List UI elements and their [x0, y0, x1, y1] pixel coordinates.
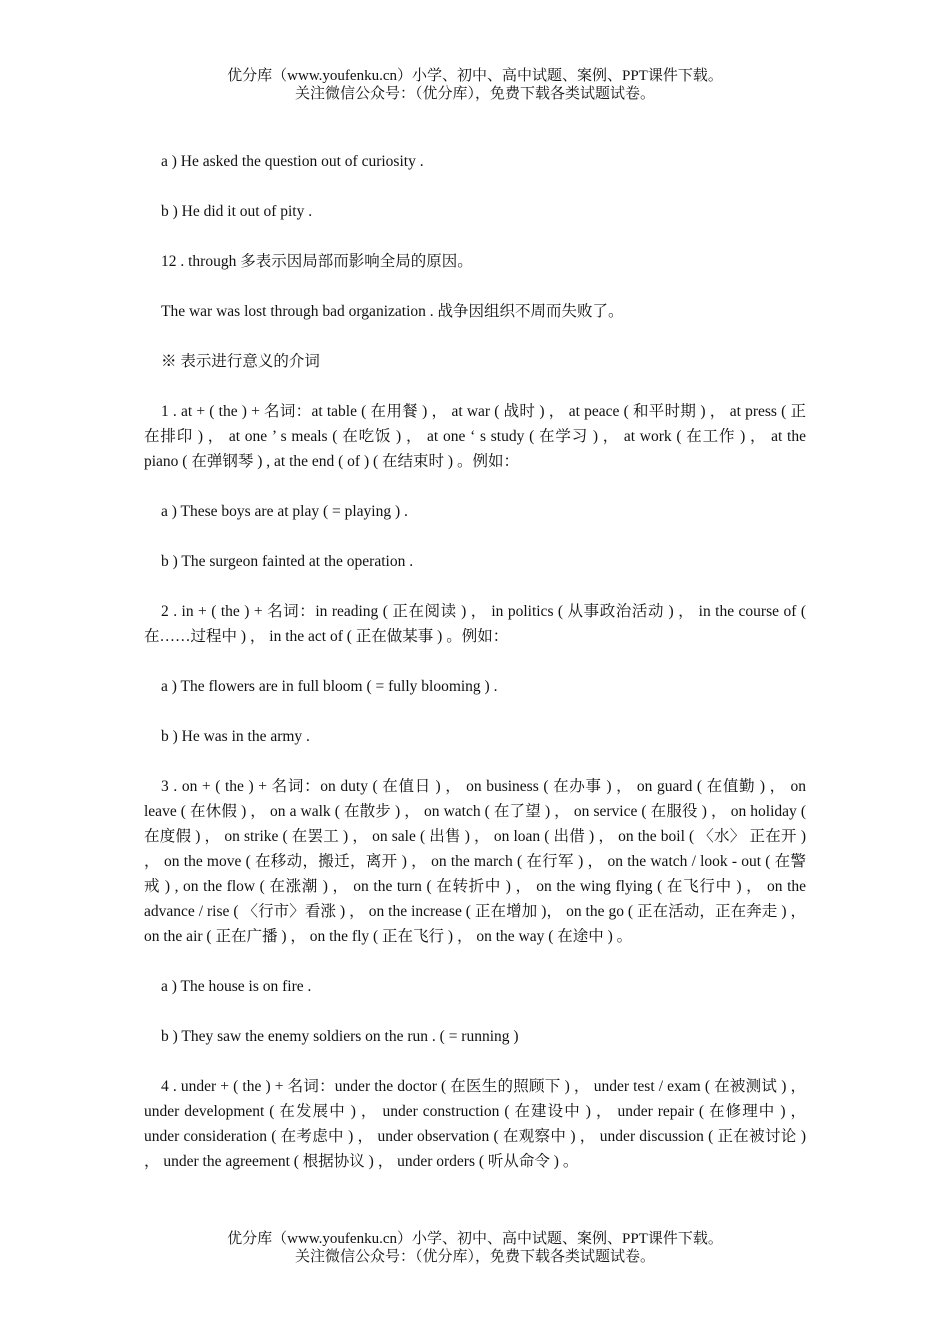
example-paragraph: a ) The house is on fire . — [161, 978, 312, 995]
footer-line-2: 关注微信公众号：（优分库），免费下载各类试题试卷。 — [294, 1249, 655, 1265]
rule-paragraph: 2 . in + ( the ) + 名词：in reading ( 正在阅读 ) ， in politics ( 从事政治活动 ) ， in the course of ( 在……过程中 ) ， in the act of ( 正在做某事 ) 。例如： — [144, 603, 806, 645]
example-paragraph: b ) The surgeon fainted at the operation . — [161, 553, 414, 570]
example-paragraph: a ) The flowers are in full bloom ( = fully blooming ) . — [161, 678, 498, 695]
example-paragraph: a ) He asked the question out of curiosity . — [161, 153, 424, 170]
footer-line-1: 优分库（www.youfenku.cn）小学、初中、高中试题、案例、PPT课件下载。 — [227, 1231, 723, 1247]
rule-paragraph: 3 . on + ( the ) + 名词：on duty ( 在值日 ) ， on business ( 在办事 ) ， on guard ( 在值勤 ) ， on leave ( 在休假 ) ， on a walk ( 在散步 ) ， on watch ( 在了望 ) ， on service ( 在服役 ) ， on holiday ( 在度假 ) ， on strike ( 在罢工 ) ， on sale ( 出售 ) ， on loan ( 出借 ) ， on the boil ( 〈水〉 正在开 ) ， on the move ( 在移动，搬迁，离开 ) ， on the march ( 在行军 ) ， on the watch / look - out ( 在警戒 ) , on the flow ( 在涨潮 ) ， on the turn ( 在转折中 ) ， on the wing flying ( 在飞行中 ) ， on the advance / rise ( 〈行市〉看涨 ) ， on the increase ( 正在增加 )， on the go ( 正在活动，正在奔走 ) ， on the air ( 正在广播 ) ， on the fly ( 正在飞行 ) ， on the way ( 在途中 ) 。 — [144, 778, 806, 945]
page-footer — [0, 1230, 950, 1266]
example-paragraph: b ) They saw the enemy soldiers on the run . ( = running ) — [161, 1028, 519, 1045]
example-paragraph: b ) He did it out of pity . — [161, 203, 313, 220]
header-line-1: 优分库（www.youfenku.cn）小学、初中、高中试题、案例、PPT课件下载。 — [227, 68, 723, 84]
section-heading: ※ 表示进行意义的介词 — [161, 353, 320, 370]
example-paragraph: The war was lost through bad organization . 战争因组织不周而失败了。 — [161, 303, 624, 320]
example-paragraph: b ) He was in the army . — [161, 728, 310, 745]
example-paragraph: a ) These boys are at play ( = playing ) . — [161, 503, 408, 520]
page-header — [0, 67, 950, 103]
rule-paragraph: 1 . at + ( the ) + 名词：at table ( 在用餐 ) ， at war ( 战时 ) ， at peace ( 和平时期 ) ， at press ( 正在排印 ) ， at one ’ s meals ( 在吃饭 ) ， at one ‘ s study ( 在学习 ) ， at work ( 在工作 ) ， at the piano ( 在弹钢琴 ) , at the end ( of ) ( 在结束时 ) 。例如： — [144, 403, 806, 470]
rule-paragraph: 4 . under + ( the ) + 名词：under the doctor ( 在医生的照顾下 ) ， under test / exam ( 在被测试 ) ， under development ( 在发展中 ) ， under construction ( 在建设中 ) ， under repair ( 在修理中 ) ， under consideration ( 在考虑中 ) ， under observation ( 在观察中 ) ， under discussion ( 正在被讨论 ) ， under the agreement ( 根据协议 ) ， under orders ( 听从命令 ) 。 — [144, 1078, 806, 1170]
header-line-2: 关注微信公众号：（优分库），免费下载各类试题试卷。 — [294, 86, 655, 102]
rule-paragraph: 12 . through 多表示因局部而影响全局的原因。 — [161, 253, 473, 270]
document-body — [144, 149, 806, 1199]
